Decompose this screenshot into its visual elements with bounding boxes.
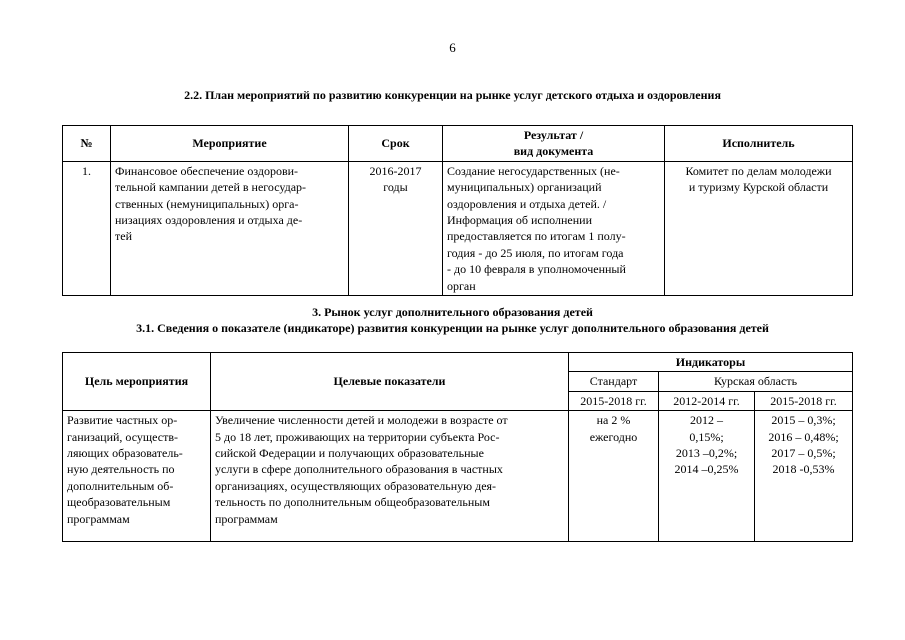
section-3-1-subtitle: 3.1. Сведения о показателе (индикаторе) развития конкуренции на рынке услуг дополнительного образования детей — [136, 321, 769, 335]
header-indicators: Индикаторы — [569, 353, 853, 372]
page-number: 6 — [449, 40, 456, 55]
target-indicators: Увеличение численности детей и молодежи в возрасте от 5 до 18 лет, проживающих на территории субъекта Рос- сийской Федерации и получающих образовательные услуги в сфере дополнительного образования в частных организациях, осуществляющих образовательную дея- тельность по дополнительным общеобразовательным программам — [211, 411, 569, 542]
goal-description: Развитие частных ор- ганизаций, осуществ- ляющих образователь- ную деятельность по дополнительным об- щеобразовательным программам — [63, 411, 211, 542]
header-region-period-2: 2015-2018 гг. — [755, 391, 853, 410]
region-values-2012-2014: 2012 – 0,15%; 2013 –0,2%; 2014 –0,25% — [659, 411, 755, 542]
event-executor: Комитет по делам молодежи и туризму Курской области — [665, 161, 853, 295]
event-term: 2016-2017 годы — [349, 161, 443, 295]
section-2-2-title: 2.2. План мероприятий по развитию конкуренции на рынке услуг детского отдыха и оздоровления — [184, 88, 721, 102]
header-region-period-1: 2012-2014 гг. — [659, 391, 755, 410]
event-result: Создание негосударственных (не- муниципальных) организаций оздоровления и отдыха детей. / Информация об исполнении предоставляется по итогам 1 полу- годия - до 25 июля, по итогам года - до 10 февраля в уполномоченный орган — [443, 161, 665, 295]
section-3-title: 3. Рынок услуг дополнительного образования детей — [312, 305, 593, 319]
table-row — [63, 411, 853, 542]
header-kursk-region: Курская область — [659, 372, 853, 391]
events-plan-table — [62, 125, 853, 296]
row-number: 1. — [63, 161, 111, 295]
header-term: Срок — [349, 126, 443, 162]
header-standard-period: 2015-2018 гг. — [569, 391, 659, 410]
region-values-2015-2018: 2015 – 0,3%; 2016 – 0,48%; 2017 – 0,5%; 2018 -0,53% — [755, 411, 853, 542]
table-row — [63, 161, 853, 295]
header-number: № — [63, 126, 111, 162]
header-executor: Исполнитель — [665, 126, 853, 162]
standard-value: на 2 % ежегодно — [569, 411, 659, 542]
header-targets: Целевые показатели — [211, 353, 569, 411]
header-goal: Цель мероприятия — [63, 353, 211, 411]
header-result: Результат / вид документа — [443, 126, 665, 162]
header-event: Мероприятие — [111, 126, 349, 162]
header-standard: Стандарт — [569, 372, 659, 391]
indicators-table — [62, 352, 853, 542]
event-description: Финансовое обеспечение оздорови- тельной кампании детей в негосудар- ственных (немуниципальных) орга- низациях оздоровления и отдыха де- тей — [111, 161, 349, 295]
table-header-row — [63, 126, 853, 162]
